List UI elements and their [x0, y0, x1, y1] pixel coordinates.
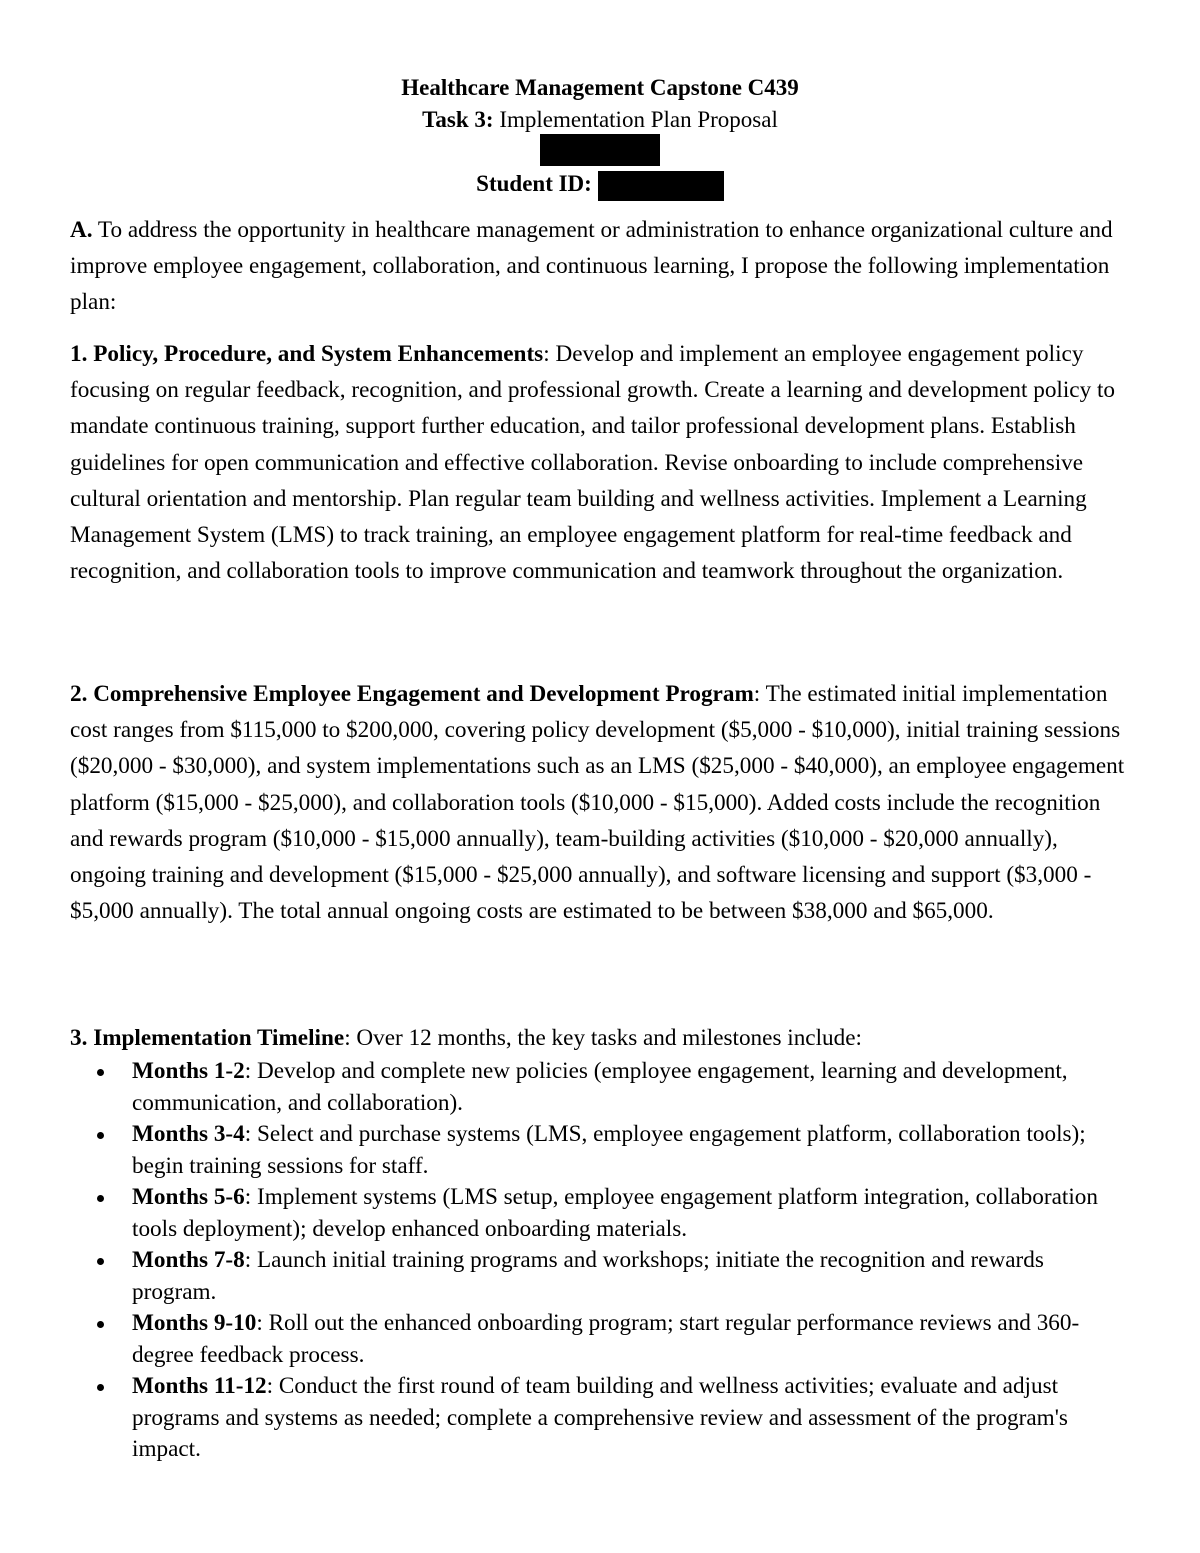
section-3-text: : Over 12 months, the key tasks and milestones include:	[344, 1025, 862, 1051]
section-2-text: : The estimated initial implementation cost ranges from $115,000 to $200,000, covering policy development ($5,000 - $10,000), initial training sessions ($20,000 - $30,000), and system implementations such as an LMS ($25,000 - $40,000), an employee engagement platform ($15,000 - $25,000), and collaboration tools ($10,000 - $15,000). Added costs include the recognition and rewards program ($10,000 - $15,000 annually), team-building activities ($10,000 - $20,000 annually), ongoing training and development ($15,000 - $25,000 annually), and software licensing and support ($3,000 - $5,000 annually). The total annual ongoing costs are estimated to be between $38,000 and $65,000.	[70, 681, 1125, 925]
timeline-item-text: : Conduct the first round of team building and wellness activities; evaluate and adjust programs and systems as needed; complete a comprehensive review and assessment of the program's impact.	[132, 1373, 1068, 1462]
timeline-item-text: : Roll out the enhanced onboarding program; start regular performance reviews and 360-degree feedback process.	[132, 1310, 1080, 1368]
student-id-redaction	[598, 171, 724, 201]
section-a-label: A.	[70, 217, 93, 243]
timeline-item-label: Months 1-2	[132, 1058, 245, 1084]
bullet-icon	[97, 1069, 104, 1076]
timeline-item	[70, 1245, 1130, 1308]
timeline-item	[70, 1308, 1130, 1371]
timeline-item-label: Months 9-10	[132, 1310, 257, 1336]
section-1-label: 1. Policy, Procedure, and System Enhancements	[70, 341, 544, 367]
section-2-paragraph	[70, 676, 1130, 929]
student-id-label: Student ID:	[476, 171, 592, 196]
timeline-item-label: Months 5-6	[132, 1184, 245, 1210]
section-3-label: 3. Implementation Timeline	[70, 1025, 345, 1051]
name-redaction	[540, 134, 660, 166]
task-text: Implementation Plan Proposal	[493, 107, 778, 132]
task-label: Task 3:	[422, 107, 494, 132]
bullet-icon	[97, 1258, 104, 1265]
bullet-icon	[97, 1384, 104, 1391]
section-1-text: : Develop and implement an employee engagement policy focusing on regular feedback, recognition, and professional growth. Create a learning and development policy to mandate continuous training, support further education, and tailor professional development plans. Establish guidelines for open communication and effective collaboration. Revise onboarding to include comprehensive cultural orientation and mentorship. Plan regular team building and wellness activities. Implement a Learning Management System (LMS) to track training, an employee engagement platform for real-time feedback and recognition, and collaboration tools to improve communication and teamwork throughout the organization.	[70, 341, 1116, 585]
bullet-icon	[97, 1132, 104, 1139]
timeline-item-label: Months 3-4	[132, 1121, 245, 1147]
section-1	[70, 336, 1130, 589]
timeline-item-label: Months 7-8	[132, 1247, 245, 1273]
student-id-line	[70, 168, 1130, 201]
section-3-heading	[70, 1020, 1130, 1056]
section-2	[70, 676, 1130, 929]
document-page	[70, 72, 1130, 1462]
timeline-item-label: Months 11-12	[132, 1373, 267, 1399]
section-a	[70, 212, 1130, 321]
section-3	[70, 1020, 1130, 1466]
timeline-item-text: : Develop and complete new policies (employee engagement, learning and development, communication, and collaboration).	[132, 1058, 1068, 1116]
timeline-item	[70, 1119, 1130, 1182]
section-1-paragraph	[70, 336, 1130, 589]
timeline-item	[70, 1182, 1130, 1245]
section-a-paragraph	[70, 212, 1130, 321]
timeline-item	[70, 1056, 1130, 1119]
bullet-icon	[97, 1321, 104, 1328]
document-header	[70, 72, 1130, 136]
timeline-list	[70, 1056, 1130, 1466]
timeline-item-text: : Implement systems (LMS setup, employee engagement platform integration, collaboration tools deployment); develop enhanced onboarding materials.	[132, 1184, 1098, 1242]
timeline-item	[70, 1371, 1130, 1466]
section-2-label: 2. Comprehensive Employee Engagement and Development Program	[70, 681, 754, 707]
timeline-item-text: : Launch initial training programs and workshops; initiate the recognition and rewards program.	[132, 1247, 1044, 1305]
task-line	[70, 104, 1130, 136]
timeline-item-text: : Select and purchase systems (LMS, employee engagement platform, collaboration tools); begin training sessions for staff.	[132, 1121, 1086, 1179]
bullet-icon	[97, 1195, 104, 1202]
document-title: Healthcare Management Capstone C439	[401, 75, 799, 100]
section-a-text: To address the opportunity in healthcare management or administration to enhance organizational culture and improve employee engagement, collaboration, and continuous learning, I propose the following implementation plan:	[70, 217, 1113, 316]
